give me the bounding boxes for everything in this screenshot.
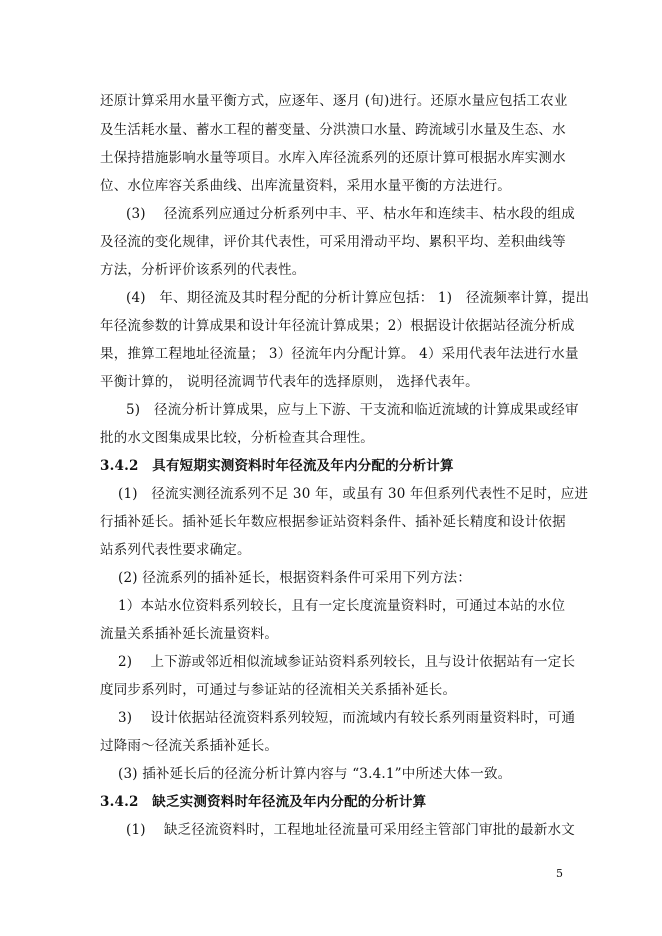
text-line: 行插补延长。插补延长年数应根据参证站资料条件、插补延长精度和设计依据 <box>100 514 566 530</box>
text-line: 位、水位库容关系曲线、出库流量资料，采用水量平衡的方法进行。 <box>100 178 511 194</box>
text-line: 及径流的变化规律，评价其代表性，可采用滑动平均、累积平均、差积曲线等 <box>100 234 566 250</box>
text-line: 批的水文图集成果比较，分析检查其合理性。 <box>100 430 374 446</box>
text-line: 方法，分析评价该系列的代表性。 <box>100 262 306 278</box>
text-line: 3) 设计依据站径流资料系列较短，而流域内有较长系列雨量资料时，可通 <box>118 710 576 726</box>
text-line: 过降雨～径流关系插补延长。 <box>100 738 279 754</box>
text-line: (1) 缺乏径流资料时，工程地址径流量可采用经主管部门审批的最新水文 <box>126 822 575 838</box>
text-line: (2) 径流系列的插补延长，根据资料条件可采用下列方法： <box>118 570 472 586</box>
text-line: 平衡计算的， 说明径流调节代表年的选择原则， 选择代表年。 <box>100 374 479 390</box>
text-line: 站系列代表性要求确定。 <box>100 542 251 558</box>
page-number: 5 <box>556 867 563 880</box>
text-line: 土保持措施影响水量等项目。水库入库径流系列的还原计算可根据水库实测水 <box>100 150 566 166</box>
section-heading: 3.4.2 具有短期实测资料时年径流及年内分配的分析计算 <box>100 458 454 474</box>
text-line: 2) 上下游或邻近相似流域参证站资料系列较长，且与设计依据站有一定长 <box>118 654 576 670</box>
section-heading: 3.4.2 缺乏实测资料时年径流及年内分配的分析计算 <box>100 794 427 810</box>
text-line: 流量关系插补延长流量资料。 <box>100 626 279 642</box>
text-line: (3) 径流系列应通过分析系列中丰、平、枯水年和连续丰、枯水段的组成 <box>126 206 575 222</box>
text-line: (4) 年、期径流及其时程分配的分析计算应包括： 1) 径流频率计算，提出 <box>126 290 590 306</box>
text-line: 度同步系列时，可通过与参证站的径流相关关系插补延长。 <box>100 682 457 698</box>
text-line: (3) 插补延长后的径流分析计算内容与 “3.4.1”中所述大体一致。 <box>118 766 512 782</box>
text-line: 还原计算采用水量平衡方式，应逐年、逐月 (旬)进行。还原水量应包括工农业 <box>100 93 568 109</box>
text-line: 果，推算工程地址径流量； 3）径流年内分配计算。 4）采用代表年法进行水量 <box>100 346 579 362</box>
text-line: 年径流参数的计算成果和设计年径流计算成果；2）根据设计依据站径流分析成 <box>100 318 575 334</box>
text-line: 5) 径流分析计算成果，应与上下游、干支流和临近流域的计算成果或经审 <box>126 402 579 418</box>
text-line: 及生活耗水量、蓄水工程的蓄变量、分洪溃口水量、跨流域引水量及生态、水 <box>100 122 566 138</box>
text-line: (1) 径流实测径流系列不足 30 年，或虽有 30 年但系列代表性不足时，应进 <box>118 486 589 502</box>
text-line: 1）本站水位资料系列较长，且有一定长度流量资料时，可通过本站的水位 <box>118 598 566 614</box>
